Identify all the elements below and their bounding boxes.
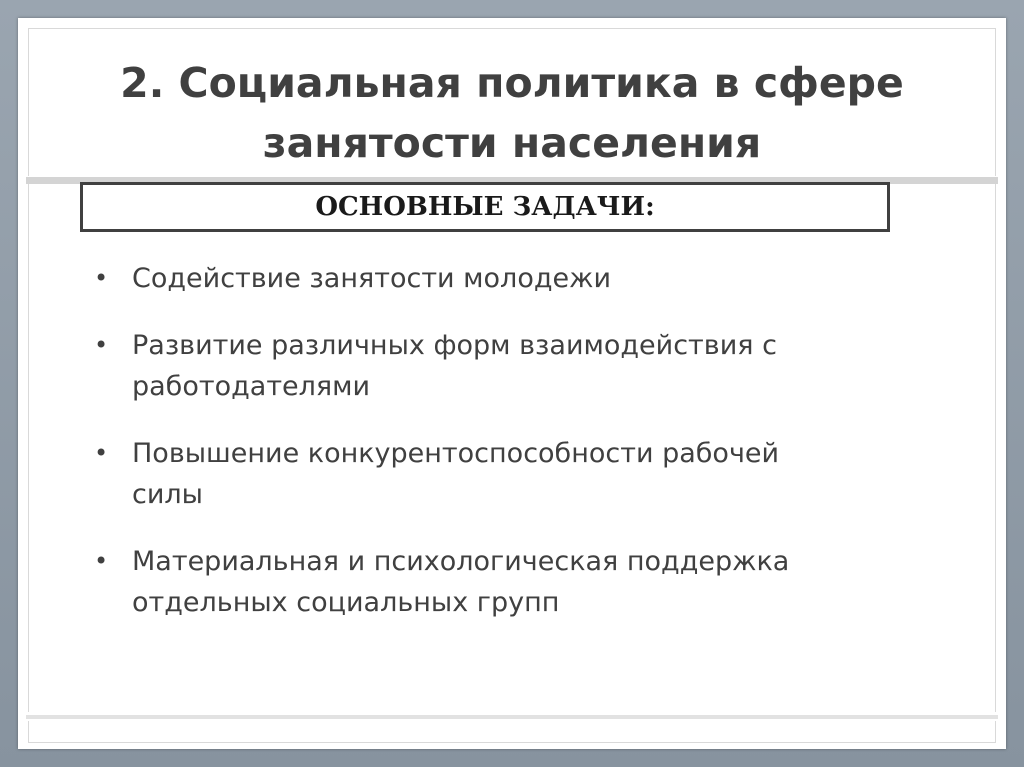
slide-title-line-2: занятости населения <box>262 119 762 167</box>
list-item <box>90 541 890 623</box>
list-item-text: Содействие занятости молодежи <box>132 263 611 294</box>
title-area <box>28 28 996 176</box>
bullet-icon: • <box>94 331 109 359</box>
slide-title-line-1: 2. Социальная политика в сфере <box>120 59 904 107</box>
bullet-icon: • <box>94 547 109 575</box>
list-item-text: Повышение конкурентоспособности рабочей <box>132 438 780 469</box>
list-item-text-cont: работодателями <box>132 371 371 402</box>
bullet-icon: • <box>94 264 109 292</box>
tasks-heading: ОСНОВНЫЕ ЗАДАЧИ: <box>315 192 655 222</box>
task-list <box>90 258 890 649</box>
list-item <box>90 258 890 299</box>
footer-area <box>28 721 996 743</box>
list-item <box>90 325 890 407</box>
list-item-text-cont: силы <box>132 479 203 510</box>
list-item-text-cont: отдельных социальных групп <box>132 587 560 618</box>
list-item-text: Развитие различных форм взаимодействия с <box>132 330 777 361</box>
tasks-heading-box <box>80 182 890 232</box>
list-item-text: Материальная и психологическая поддержка <box>132 546 790 577</box>
list-item <box>90 433 890 515</box>
slide-title <box>29 53 995 173</box>
bottom-divider <box>26 715 998 719</box>
bullet-icon: • <box>94 439 109 467</box>
